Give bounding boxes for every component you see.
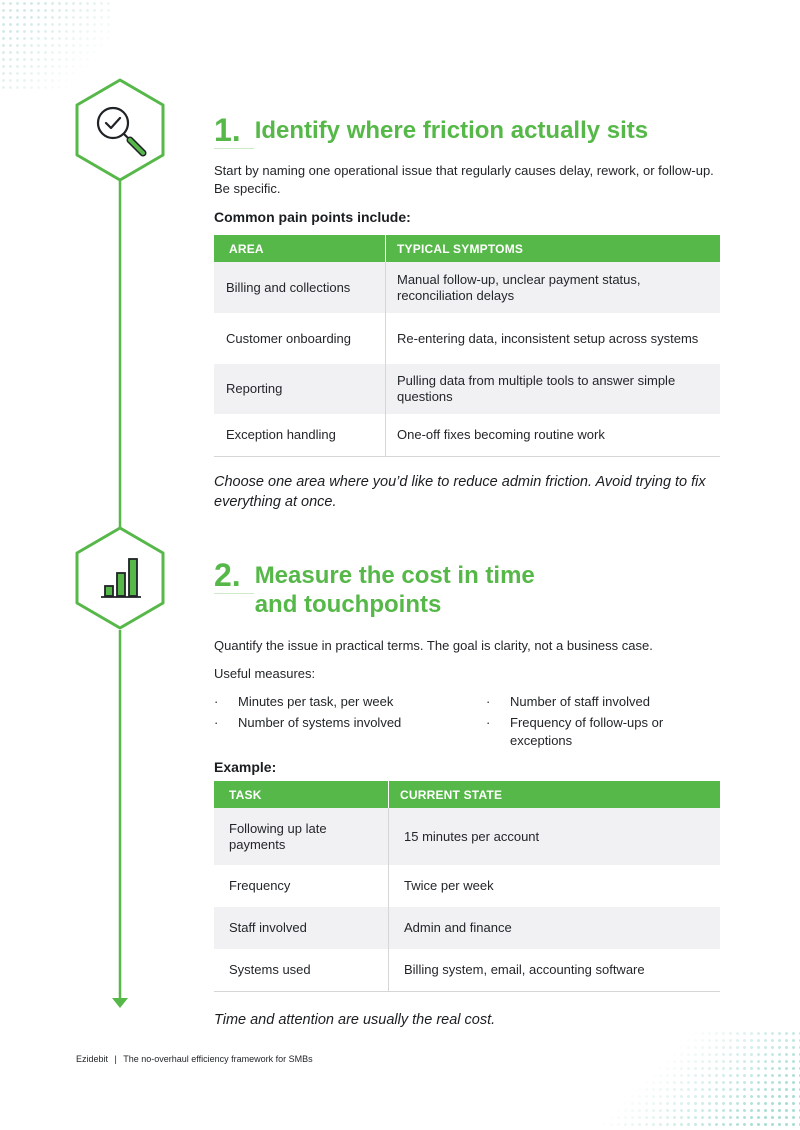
table-cell: Pulling data from multiple tools to answer simple questions bbox=[386, 364, 721, 414]
measures-label: Useful measures: bbox=[214, 666, 316, 681]
table-row bbox=[214, 808, 720, 865]
table-cell: Manual follow-up, unclear payment status, reconciliation delays bbox=[386, 262, 721, 313]
section-2-title-line-2: and touchpoints bbox=[254, 591, 442, 618]
measures-list bbox=[214, 693, 720, 753]
table-cell: Exception handling bbox=[226, 426, 336, 442]
table-row bbox=[214, 262, 720, 313]
table-row bbox=[214, 865, 720, 907]
list-item: · Number of systems involved bbox=[214, 714, 486, 732]
table-cell: Customer onboarding bbox=[226, 330, 352, 346]
section-1-number: 1. bbox=[214, 112, 241, 148]
section-identify-friction bbox=[214, 114, 720, 512]
table-cell: Staff involved bbox=[214, 907, 389, 949]
example-label: Example: bbox=[214, 759, 277, 775]
table-cell: Billing and collections bbox=[214, 262, 386, 313]
table-cell: Twice per week bbox=[389, 865, 721, 907]
section-2-heading bbox=[214, 559, 720, 619]
table-cell: Re-entering data, inconsistent setup across systems bbox=[386, 313, 721, 364]
measures-list-right bbox=[486, 693, 686, 753]
page-footer bbox=[76, 1054, 313, 1064]
decorative-dot-pattern-bottom bbox=[580, 1030, 800, 1130]
column-header-current-state: CURRENT STATE bbox=[389, 781, 721, 808]
table-header-row bbox=[214, 781, 720, 808]
measures-list-left bbox=[214, 693, 486, 753]
table-cell: 15 minutes per account bbox=[389, 808, 721, 865]
table-row bbox=[214, 907, 720, 949]
section-2-intro: Quantify the issue in practical terms. The goal is clarity, not a business case. bbox=[214, 638, 653, 653]
magnifier-check-icon bbox=[75, 78, 165, 182]
table-cell: Admin and finance bbox=[389, 907, 721, 949]
column-header-symptoms: TYPICAL SYMPTOMS bbox=[386, 235, 721, 262]
table-cell: Systems used bbox=[229, 961, 311, 977]
table-row bbox=[214, 313, 720, 364]
list-item: · Frequency of follow-ups or exceptions bbox=[486, 714, 686, 750]
section-2-title bbox=[255, 559, 535, 619]
section-1-intro: Start by naming one operational issue that regularly causes delay, rework, or follow-up. Be specific. bbox=[214, 163, 714, 196]
section-1-title: Identify where friction actually sits bbox=[254, 117, 649, 144]
section-2-title-line-1: Measure the cost in time bbox=[254, 562, 535, 589]
table-cell: One-off fixes becoming routine work bbox=[386, 414, 721, 456]
footer-brand: Ezidebit bbox=[76, 1054, 109, 1064]
pain-points-label: Common pain points include: bbox=[214, 209, 411, 225]
table-header-row bbox=[214, 235, 720, 262]
table-row bbox=[214, 364, 720, 414]
table-row bbox=[214, 414, 720, 456]
table-cell: Frequency bbox=[229, 878, 291, 893]
table-cell: Following up late payments bbox=[214, 808, 389, 865]
list-item: · Minutes per task, per week bbox=[214, 693, 486, 711]
bar-chart-icon bbox=[75, 526, 165, 630]
pain-points-table bbox=[214, 235, 720, 457]
section-1-heading bbox=[214, 114, 720, 146]
section-measure-cost bbox=[214, 559, 720, 1030]
column-header-area: AREA bbox=[214, 235, 386, 262]
example-table bbox=[214, 781, 720, 992]
table-row bbox=[214, 949, 720, 991]
footer-separator: | bbox=[114, 1054, 117, 1064]
section-2-note: Time and attention are usually the real cost. bbox=[214, 1011, 496, 1028]
progress-timeline bbox=[70, 70, 170, 1015]
section-1-note: Choose one area where you’d like to reduce admin friction. Avoid trying to fix everything at once. bbox=[214, 473, 706, 510]
column-header-task: TASK bbox=[214, 781, 389, 808]
section-2-number: 2. bbox=[214, 557, 241, 593]
table-cell: Billing system, email, accounting software bbox=[389, 949, 721, 991]
table-cell: Reporting bbox=[214, 364, 386, 414]
list-item: · Number of staff involved bbox=[486, 693, 686, 711]
footer-text: The no-overhaul efficiency framework for SMBs bbox=[123, 1054, 313, 1064]
